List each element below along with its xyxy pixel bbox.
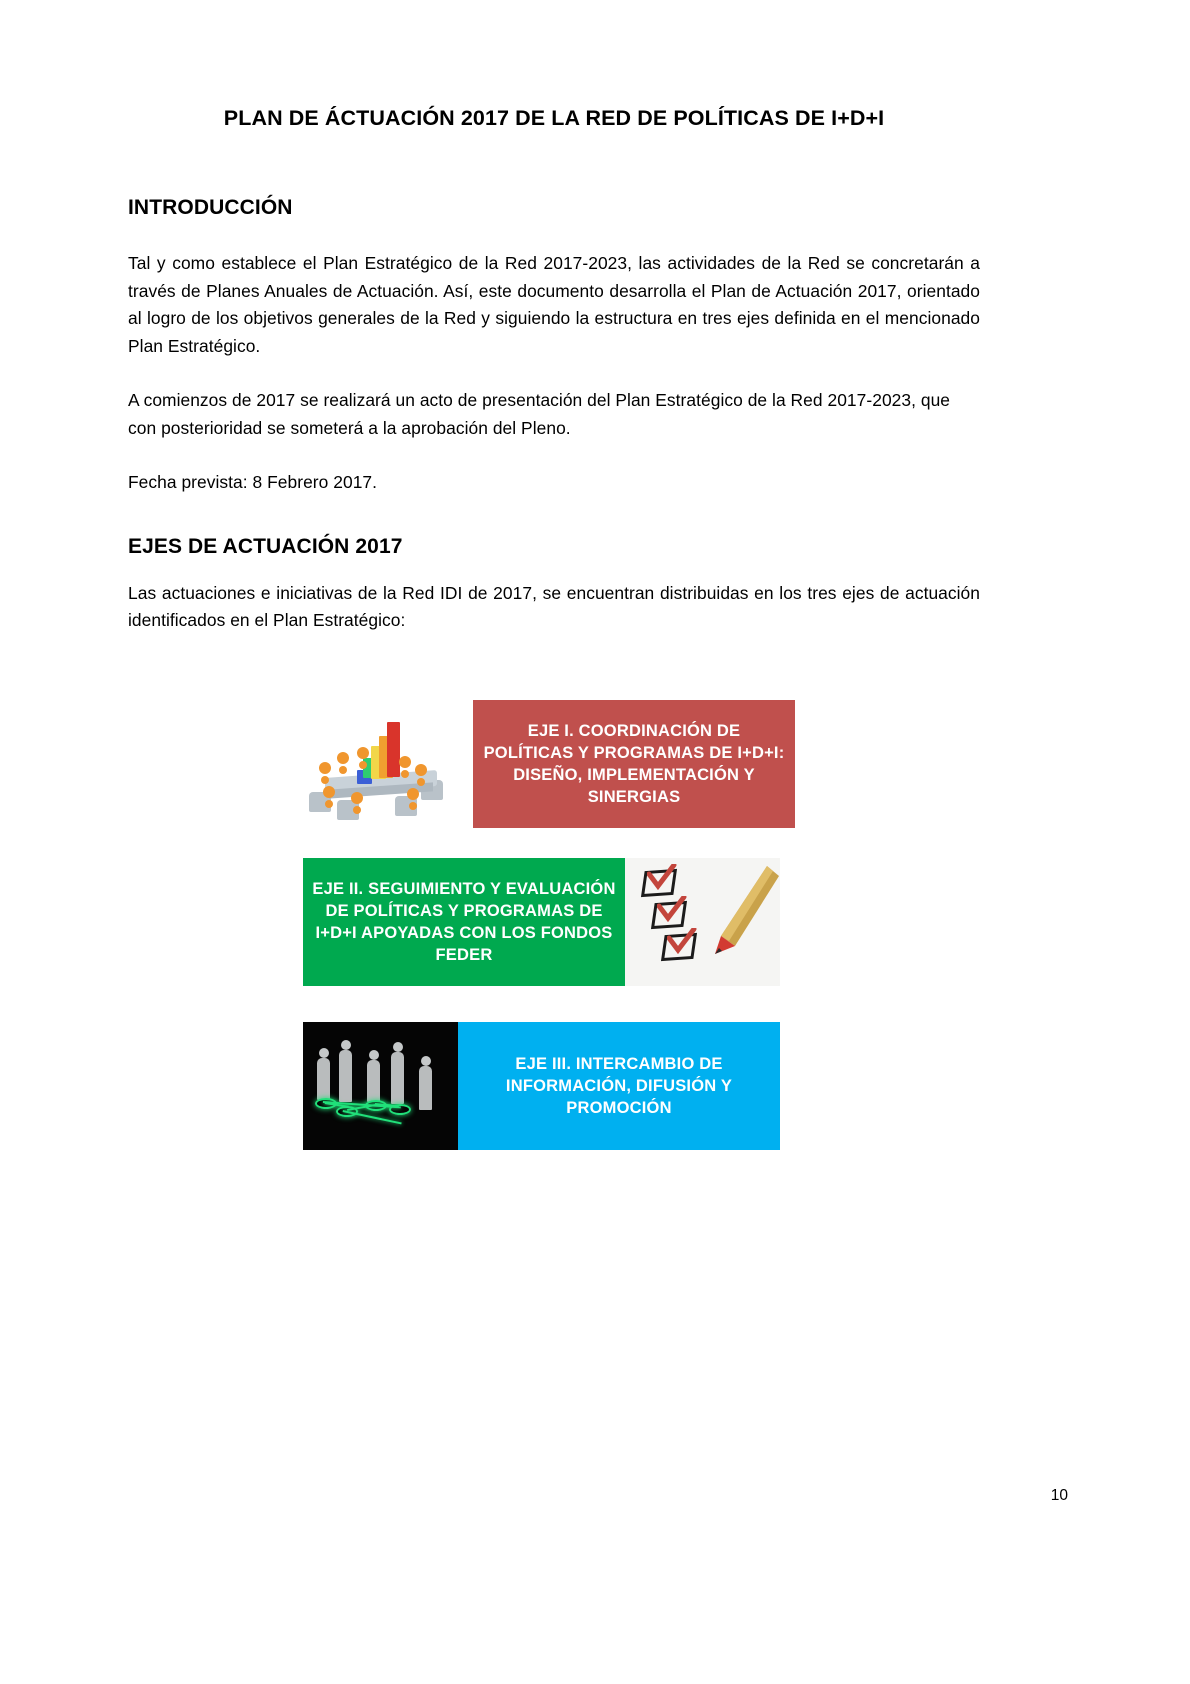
person-figure	[399, 756, 411, 768]
ejes-paragraph-1: Las actuaciones e iniciativas de la Red IDI de 2017, se encuentran distribuidas en los tres ejes de actuación identificados en el Plan Estratégico:	[128, 582, 980, 631]
meeting-bar-chart-illustration	[303, 700, 473, 828]
eje-banner-3: EJE III. INTERCAMBIO DE INFORMACIÓN, DIFUSIÓN Y PROMOCIÓN	[458, 1022, 780, 1150]
person-silhouette	[391, 1052, 404, 1104]
introduccion-paragraph-2: A comienzos de 2017 se realizará un acto de presentación del Plan Estratégico de la Red 2017-2023, que con posterioridad se someterá a la aprobación del Pleno.	[128, 390, 951, 438]
person-figure	[319, 762, 331, 774]
person-figure	[337, 752, 349, 764]
ejes-diagram	[128, 695, 980, 1165]
network-node	[389, 1104, 411, 1115]
check-mark-icon	[647, 864, 677, 890]
introduccion-paragraph-1: Tal y como establece el Plan Estratégico de la Red 2017-2023, las actividades de la Red se concretarán a través de Planes Anuales de Actuación. Así, este documento desarrolla el Plan de Actuación 2017, orientado al logro de los objetivos generales de la Red y siguiendo la estructura en tres ejes definida en el mencionado Plan Estratégico.	[128, 253, 980, 356]
section-heading-ejes: EJES DE ACTUACIÓN 2017	[128, 534, 403, 558]
person-silhouette	[317, 1058, 330, 1100]
person-figure	[357, 747, 369, 759]
eje-row-2	[303, 858, 780, 986]
network-node	[315, 1098, 337, 1109]
person-silhouette	[419, 1066, 432, 1110]
eje-banner-1: EJE I. COORDINACIÓN DE POLÍTICAS Y PROGRAMAS DE I+D+I: DISEÑO, IMPLEMENTACIÓN Y SINERGIAS	[473, 700, 795, 828]
person-figure	[407, 788, 419, 800]
bar-chart-bar	[387, 722, 400, 777]
person-figure	[323, 786, 335, 798]
check-mark-icon	[667, 928, 697, 954]
person-silhouette	[339, 1050, 352, 1102]
network-node	[336, 1106, 358, 1117]
page-content	[128, 0, 980, 1165]
person-figure	[415, 764, 427, 776]
page-number: 10	[1050, 1487, 1068, 1504]
checklist-pencil-illustration	[625, 858, 780, 986]
check-mark-icon	[657, 896, 687, 922]
network-node	[365, 1100, 387, 1111]
person-figure	[351, 792, 363, 804]
eje-banner-2: EJE II. SEGUIMIENTO Y EVALUACIÓN DE POLÍTICAS Y PROGRAMAS DE I+D+I APOYADAS CON LOS FONDOS FEDER	[303, 858, 625, 986]
network-people-illustration	[303, 1022, 458, 1150]
eje-row-1	[303, 700, 795, 828]
pencil-icon	[709, 866, 779, 954]
person-silhouette	[367, 1060, 380, 1102]
eje-row-3	[303, 1022, 780, 1150]
page-title: PLAN DE ÁCTUACIÓN 2017 DE LA RED DE POLÍTICAS DE I+D+I	[223, 106, 885, 130]
introduccion-paragraph-3: Fecha prevista: 8 Febrero 2017.	[128, 472, 378, 493]
section-heading-introduccion: INTRODUCCIÓN	[128, 195, 293, 219]
